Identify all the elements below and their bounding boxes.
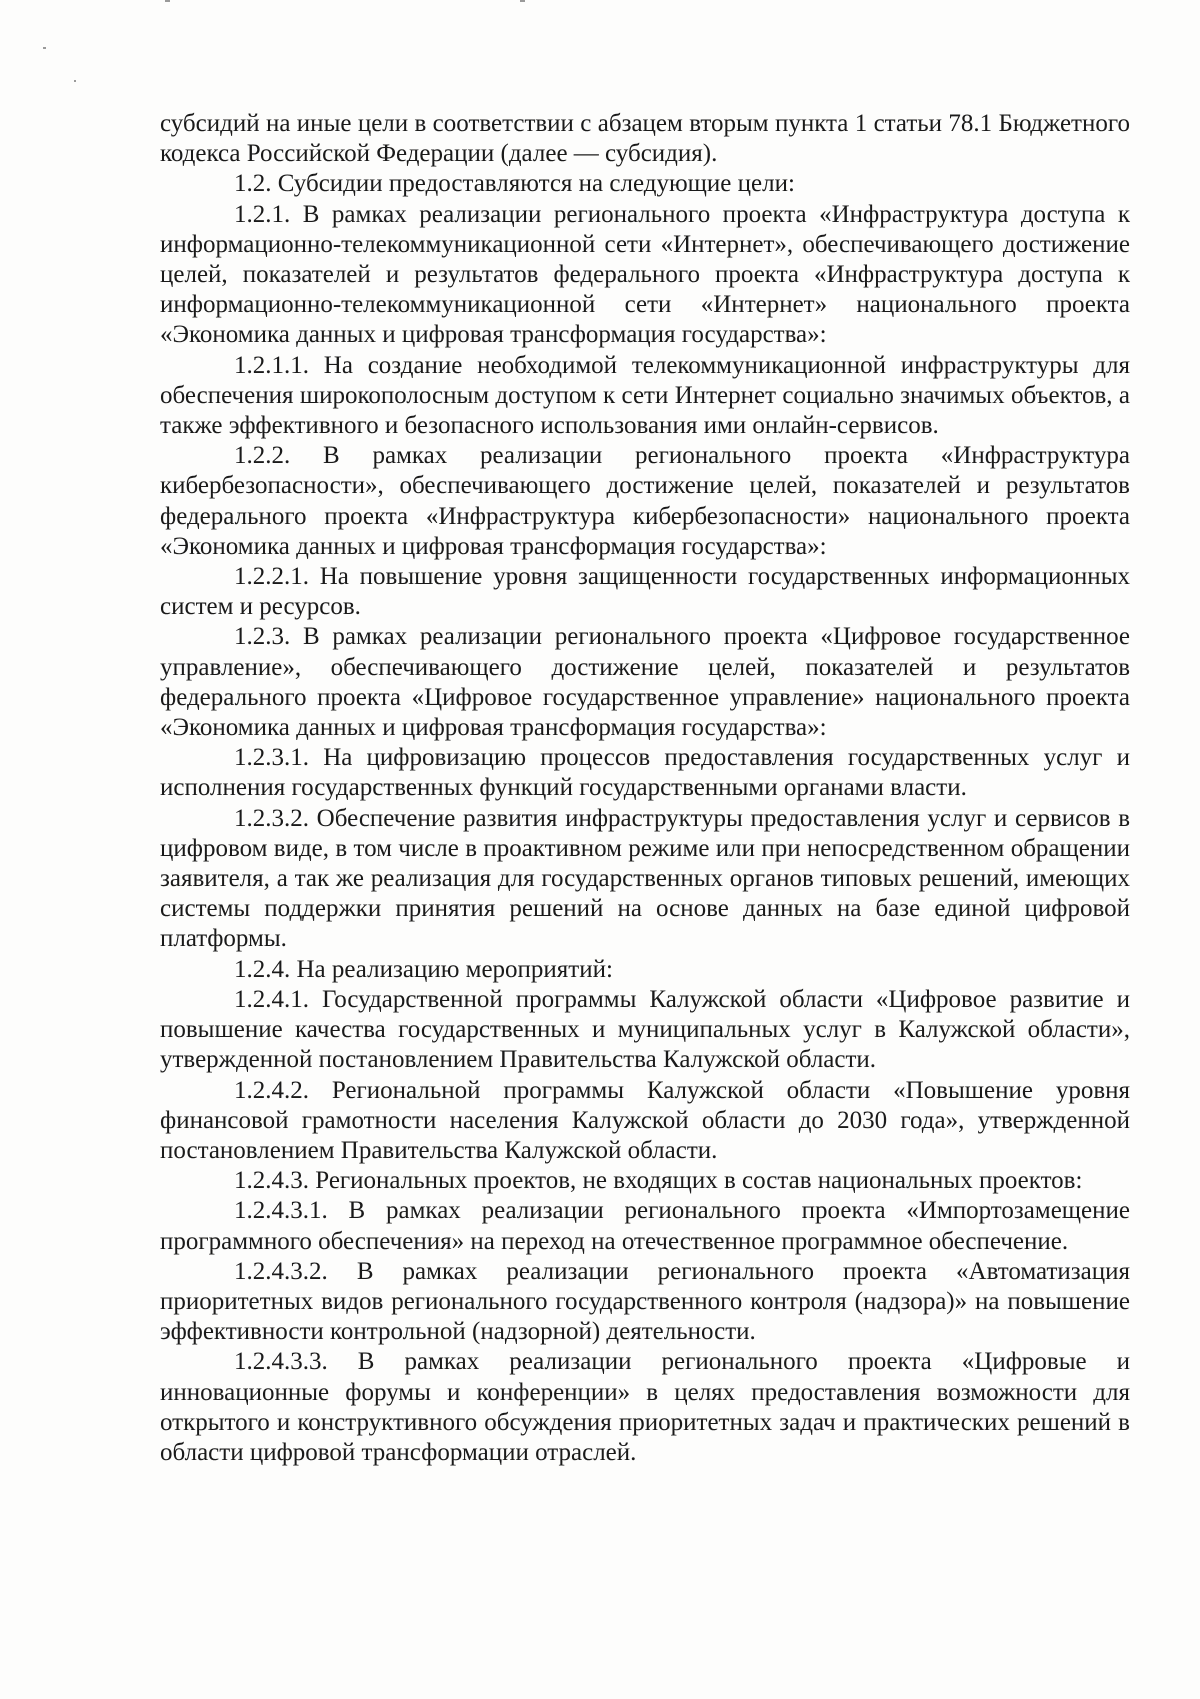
paragraph-1-2-4-3-1: 1.2.4.3.1. В рамках реализации регионального проекта «Импортозамещение программного обеспечения» на переход на отечественное программное обеспечение. [160,1197,1130,1255]
paragraph-1-2-4: 1.2.4. На реализацию мероприятий: [234,955,613,983]
paragraph-1-2-3-2: 1.2.3.2. Обеспечение развития инфраструктуры предоставления услуг и сервисов в цифровом виде, в том числе в проактивном режиме или при непосредственном обращении заявителя, а так же реализация для государственных органов типовых решений, имеющих системы поддержки принятия решений на основе данных на базе единой цифровой платформы. [160,804,1130,953]
paragraph-1-2-4-3: 1.2.4.3. Региональных проектов, не входящих в состав национальных проектов: [234,1167,1083,1195]
paragraph-1-2-1-1: 1.2.1.1. На создание необходимой телекоммуникационной инфраструктуры для обеспечения широкополосным доступом к сети Интернет социально значимых объектов, а также эффективного и безопасного использования ими онлайн-сервисов. [160,351,1130,440]
paragraph-1-2-4-3-2: 1.2.4.3.2. В рамках реализации регионального проекта «Автоматизация приоритетных видов регионального государственного контроля (надзора)» на повышение эффективности контрольной (надзорной) деятельности. [160,1257,1130,1346]
paragraph-1-2-2-1: 1.2.2.1. На повышение уровня защищенности государственных информационных систем и ресурсов. [160,563,1130,621]
paragraph-1-2: 1.2. Субсидии предоставляются на следующие цели: [234,170,795,198]
paragraph-1-2-2: 1.2.2. В рамках реализации регионального проекта «Инфраструктура кибербезопасности», обеспечивающего достижение целей, показателей и результатов федерального проекта «Инфраструктура кибербезопасности» национального проекта «Экономика данных и цифровая трансформация государства»: [160,442,1130,560]
paragraph-1-2-4-1: 1.2.4.1. Государственной программы Калужской области «Цифровое развитие и повышение качества государственных и муниципальных услуг в Калужской области», утвержденной постановлением Правительства Калужской области. [160,985,1130,1074]
paragraph-1-2-3-1: 1.2.3.1. На цифровизацию процессов предоставления государственных услуг и исполнения государственных функций государственными органами власти. [160,744,1130,802]
scan-speck [165,0,170,2]
scan-speck [43,47,46,49]
paragraph-1-2-1: 1.2.1. В рамках реализации регионального проекта «Инфраструктура доступа к информационно-телекоммуникационной сети «Интернет», обеспечивающего достижение целей, показателей и результатов федерального проекта «Инфраструктура доступа к информационно-телекоммуникационной сети «Интернет» национального проекта «Экономика данных и цифровая трансформация государства»: [160,200,1130,349]
paragraph-1-2-4-3-3: 1.2.4.3.3. В рамках реализации регионального проекта «Цифровые и инновационные форумы и конференции» в целях предоставления возможности для открытого и конструктивного обсуждения приоритетных задач и практических решений в области цифровой трансформации отраслей. [160,1348,1130,1466]
document-body [160,109,1130,1468]
scan-speck [74,80,76,82]
scan-speck [520,0,525,2]
paragraph-subsidy-definition: субсидий на иные цели в соответствии с абзацем вторым пункта 1 статьи 78.1 Бюджетного кодекса Российской Федерации (далее — субсидия). [160,110,1130,168]
paragraph-1-2-3: 1.2.3. В рамках реализации регионального проекта «Цифровое государственное управление», обеспечивающего достижение целей, показателей и результатов федерального проекта «Цифровое государственное управление» национального проекта «Экономика данных и цифровая трансформация государства»: [160,623,1130,742]
paragraph-1-2-4-2: 1.2.4.2. Региональной программы Калужской области «Повышение уровня финансовой грамотности населения Калужской области до 2030 года», утвержденной постановлением Правительства Калужской области. [160,1076,1130,1164]
